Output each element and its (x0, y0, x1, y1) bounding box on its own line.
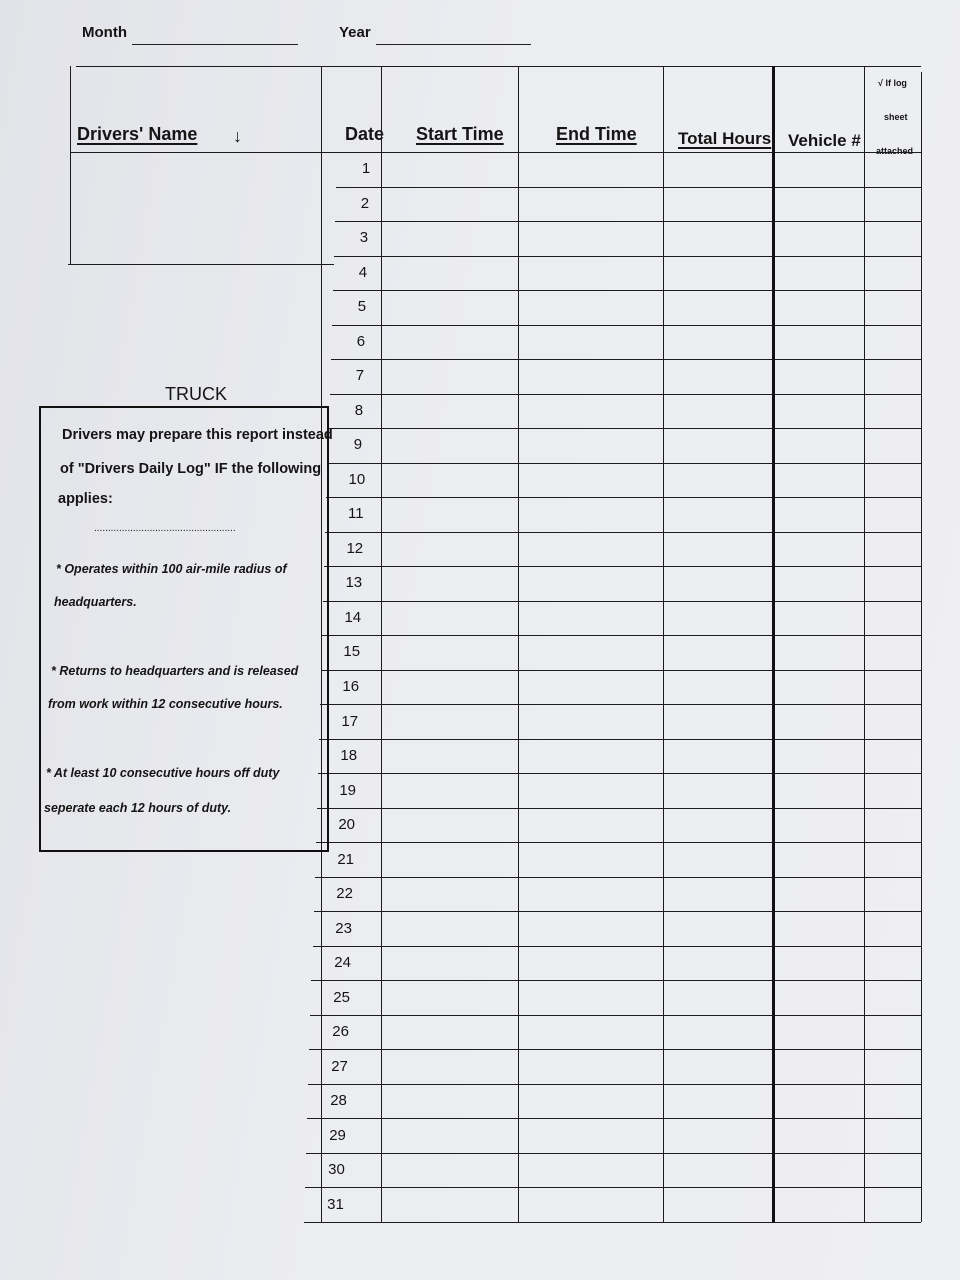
row-divider (336, 187, 921, 188)
date-number: 15 (343, 643, 361, 661)
truck-title: TRUCK (165, 384, 227, 404)
date-number: 17 (341, 712, 359, 730)
driver-box-bottom-border (68, 264, 334, 265)
rule-1-line1: * Operates within 100 air-mile radius of (56, 562, 287, 576)
month-label: Month (82, 24, 127, 41)
row-divider (309, 1049, 921, 1050)
column-divider (663, 66, 664, 1222)
log-sheet-header-line1: √ If log (878, 78, 907, 88)
date-number: 30 (328, 1161, 345, 1179)
date-header: Date (345, 124, 385, 144)
date-number: 25 (333, 988, 350, 1006)
date-number: 18 (340, 747, 358, 765)
year-label: Year (339, 24, 371, 41)
end-time-header: End Time (556, 124, 637, 144)
rule-1-line2: headquarters. (54, 595, 137, 609)
row-divider (318, 773, 921, 774)
table-top-border (76, 66, 921, 67)
rule-2-line1: * Returns to headquarters and is released (51, 664, 299, 678)
row-divider (308, 1084, 921, 1085)
date-number: 28 (330, 1092, 347, 1110)
row-divider (320, 704, 921, 705)
date-number: 11 (348, 505, 364, 523)
start-time-header: Start Time (416, 124, 504, 144)
rule-3-line1: * At least 10 consecutive hours off duty (46, 766, 280, 780)
date-number: 26 (332, 1023, 349, 1041)
date-number: 7 (355, 367, 365, 385)
column-divider (772, 66, 775, 1222)
date-number: 22 (336, 885, 353, 903)
date-number: 10 (348, 470, 366, 488)
date-number: 2 (360, 194, 370, 212)
row-divider (321, 670, 921, 671)
date-number: 31 (327, 1195, 344, 1213)
row-divider (326, 497, 921, 498)
row-divider (306, 1153, 921, 1154)
date-number: 16 (342, 678, 360, 695)
row-divider (323, 601, 921, 602)
total-hours-header: Total Hours (678, 129, 772, 148)
notice-intro-line2: of "Drivers Daily Log" IF the following (60, 461, 322, 477)
row-divider (322, 635, 921, 636)
date-number: 19 (339, 781, 357, 799)
row-divider (324, 566, 921, 567)
date-number: 4 (358, 263, 368, 281)
column-divider (518, 66, 519, 1222)
log-sheet-header-line2: sheet (884, 112, 908, 122)
row-divider (313, 946, 921, 947)
row-divider (307, 1118, 921, 1119)
date-number: 1 (361, 160, 371, 178)
row-divider (316, 842, 921, 843)
row-divider (325, 532, 921, 533)
driver-box-left-border (70, 66, 71, 264)
row-divider (331, 359, 921, 360)
date-number: 24 (334, 954, 351, 972)
date-number: 9 (353, 436, 363, 454)
date-number: 6 (356, 332, 366, 350)
dotted-separator: ................................................... (94, 523, 236, 534)
log-sheet-header-line3: attached (876, 146, 914, 156)
row-divider (335, 221, 921, 222)
date-number: 12 (346, 539, 364, 557)
column-divider (921, 72, 922, 1222)
date-number: 23 (335, 919, 352, 937)
date-number: 27 (331, 1057, 348, 1075)
row-divider (334, 256, 921, 257)
date-number: 8 (354, 401, 364, 419)
date-number: 21 (337, 850, 354, 868)
down-arrow-icon: ↓ (233, 126, 242, 146)
row-divider (330, 394, 921, 395)
date-number: 3 (359, 229, 369, 247)
date-number: 14 (344, 608, 362, 626)
notice-intro-line1: Drivers may prepare this report instead (62, 427, 333, 443)
rule-2-line2: from work within 12 consecutive hours. (48, 697, 283, 711)
row-divider (311, 980, 921, 981)
row-divider (310, 1015, 921, 1016)
row-divider (328, 428, 921, 429)
column-divider (864, 66, 865, 1222)
row-divider (332, 325, 921, 326)
row-divider (315, 877, 921, 878)
row-divider (305, 1187, 921, 1188)
rule-3-line2: seperate each 12 hours of duty. (44, 801, 232, 815)
row-divider (333, 290, 921, 291)
year-blank-line[interactable] (376, 44, 531, 45)
date-number: 29 (329, 1126, 346, 1144)
date-number: 20 (338, 816, 356, 834)
row-divider (319, 739, 921, 740)
date-number: 5 (357, 298, 367, 316)
row-divider (317, 808, 921, 809)
vehicle-header: Vehicle # (788, 131, 861, 150)
month-blank-line[interactable] (132, 44, 298, 45)
row-divider (327, 463, 921, 464)
drivers-name-header: Drivers' Name (77, 124, 198, 144)
notice-intro-line3: applies: (58, 491, 113, 507)
row-divider (304, 1222, 921, 1223)
row-divider (314, 911, 921, 912)
date-number: 13 (345, 574, 363, 592)
header-bottom-line (70, 152, 921, 153)
